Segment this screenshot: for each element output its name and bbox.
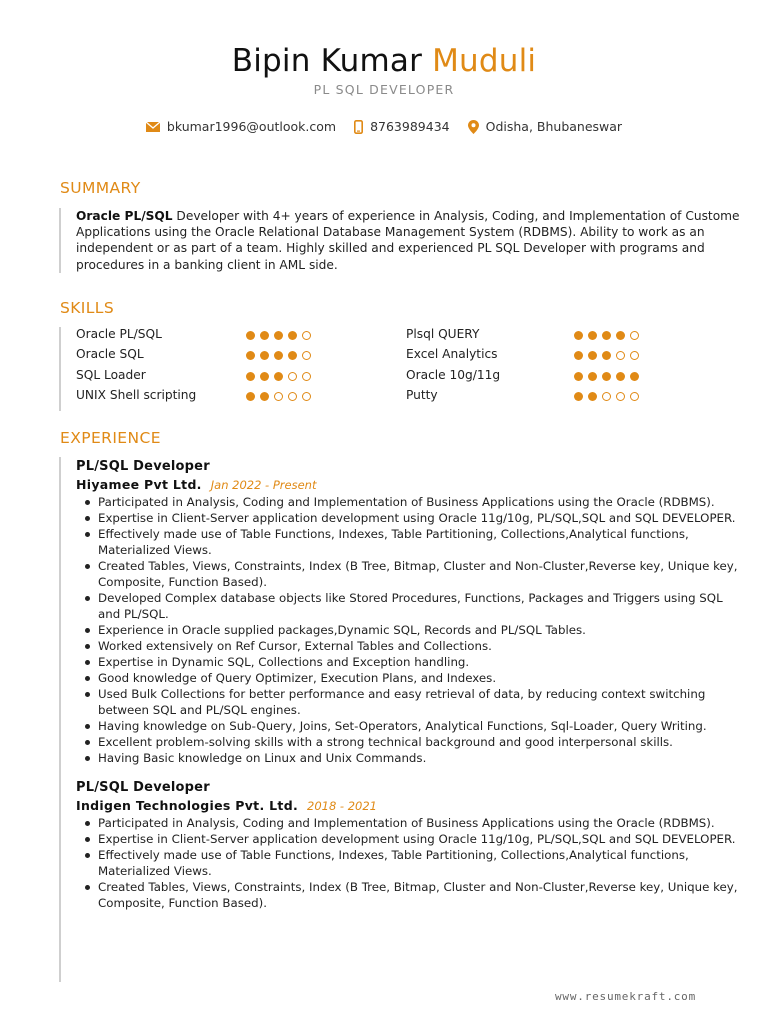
skill-rating	[574, 351, 644, 360]
summary-text	[59, 208, 741, 273]
rating-dot-filled	[588, 372, 597, 381]
summary-body: Developer with 4+ years of experience in Analysis, Coding, and Implementation of Custome Applications using the Oracle Relational Database Management System (RDBMS). Ability to work as an independent or as part of a team. Highly skilled and experienced PL SQL Developer with programs and procedures in a banking client in AML side.	[76, 209, 740, 272]
rating-dot-filled	[616, 372, 625, 381]
bullet-item: Expertise in Dynamic SQL, Collections and Exception handling.	[76, 654, 741, 670]
rating-dot-empty	[302, 331, 311, 340]
skills-heading: SKILLS	[60, 299, 115, 317]
skill-name: Putty	[406, 388, 438, 402]
map-pin-icon	[468, 120, 479, 134]
rating-dot-empty	[302, 372, 311, 381]
candidate-name	[0, 42, 768, 80]
bullet-item: Expertise in Client-Server application development using Oracle 11g/10g, PL/SQL,SQL and SQL DEVELOPER.	[76, 831, 741, 847]
skill-name: Excel Analytics	[406, 347, 498, 361]
rating-dot-filled	[602, 351, 611, 360]
skill-rating	[574, 372, 644, 381]
rating-dot-empty	[274, 392, 283, 401]
rating-dot-filled	[288, 351, 297, 360]
bullet-item: Participated in Analysis, Coding and Implementation of Business Applications using the Oracle (RDBMS).	[76, 494, 741, 510]
last-name: Muduli	[432, 43, 537, 79]
rating-dot-filled	[260, 331, 269, 340]
rating-dot-empty	[288, 392, 297, 401]
company-name: Indigen Technologies Pvt. Ltd.	[76, 798, 298, 813]
skill-rating	[246, 392, 316, 401]
skill-rating	[246, 372, 316, 381]
bullet-item: Excellent problem-solving skills with a strong technical background and good interpersonal skills.	[76, 734, 741, 750]
rating-dot-empty	[630, 331, 639, 340]
job-title-header: PL SQL DEVELOPER	[313, 82, 455, 97]
email-text: bkumar1996@outlook.com	[166, 119, 337, 134]
contact-bar	[0, 119, 768, 134]
job-bullets	[76, 815, 741, 911]
bullet-item: Participated in Analysis, Coding and Implementation of Business Applications using the Oracle (RDBMS).	[76, 815, 741, 831]
skill-name: Plsql QUERY	[406, 327, 480, 341]
skill-rating	[574, 392, 644, 401]
job-dates: 2018 - 2021	[307, 799, 377, 813]
phone-text: 8763989434	[370, 119, 450, 134]
skill-rating	[246, 331, 316, 340]
bullet-item: Having Basic knowledge on Linux and Unix Commands.	[76, 750, 741, 766]
rating-dot-filled	[574, 331, 583, 340]
watermark-link[interactable]: www.resumekraft.com	[555, 990, 697, 1003]
bullet-item: Having knowledge on Sub-Query, Joins, Set-Operators, Analytical Functions, Sql-Loader, Query Writing.	[76, 718, 741, 734]
rating-dot-empty	[302, 392, 311, 401]
company-name: Hiyamee Pvt Ltd.	[76, 477, 202, 492]
rating-dot-empty	[288, 372, 297, 381]
bullet-item: Good knowledge of Query Optimizer, Execution Plans, and Indexes.	[76, 670, 741, 686]
rating-dot-filled	[616, 331, 625, 340]
summary-bold-lead: Oracle PL/SQL	[76, 209, 173, 223]
skill-name: Oracle SQL	[76, 347, 144, 361]
rating-dot-empty	[630, 351, 639, 360]
job-title: PL/SQL Developer	[76, 780, 210, 795]
rating-dot-filled	[274, 351, 283, 360]
rating-dot-filled	[260, 372, 269, 381]
rating-dot-filled	[260, 392, 269, 401]
skill-name: UNIX Shell scripting	[76, 388, 197, 402]
rating-dot-filled	[246, 331, 255, 340]
bullet-item: Effectively made use of Table Functions, Indexes, Table Partitioning, Collections,Analytical functions, Materialized Views.	[76, 526, 741, 558]
envelope-icon	[146, 122, 160, 132]
job-entry	[76, 459, 741, 766]
bullet-item: Used Bulk Collections for better performance and easy retrieval of data, by reducing context switching between SQL and PL/SQL engines.	[76, 686, 741, 718]
rating-dot-empty	[616, 351, 625, 360]
contact-location	[468, 119, 622, 134]
rating-dot-empty	[602, 392, 611, 401]
bullet-item: Worked extensively on Ref Cursor, External Tables and Collections.	[76, 638, 741, 654]
skill-name: Oracle 10g/11g	[406, 368, 501, 382]
rating-dot-filled	[246, 392, 255, 401]
rating-dot-filled	[246, 372, 255, 381]
skill-name: SQL Loader	[76, 368, 146, 382]
rating-dot-filled	[274, 331, 283, 340]
bullet-item: Experience in Oracle supplied packages,Dynamic SQL, Records and PL/SQL Tables.	[76, 622, 741, 638]
summary-heading: SUMMARY	[60, 179, 141, 197]
rating-dot-filled	[630, 372, 639, 381]
rating-dot-empty	[302, 351, 311, 360]
rating-dot-filled	[574, 351, 583, 360]
contact-phone	[354, 119, 450, 134]
bullet-item: Developed Complex database objects like Stored Procedures, Functions, Packages and Triggers using SQL and PL/SQL.	[76, 590, 741, 622]
rating-dot-empty	[616, 392, 625, 401]
rating-dot-filled	[288, 331, 297, 340]
rating-dot-filled	[602, 331, 611, 340]
skill-rating	[246, 351, 316, 360]
rating-dot-filled	[602, 372, 611, 381]
rating-dot-filled	[260, 351, 269, 360]
rating-dot-filled	[588, 392, 597, 401]
rating-dot-filled	[588, 351, 597, 360]
bullet-item: Created Tables, Views, Constraints, Index (B Tree, Bitmap, Cluster and Non-Cluster,Reverse key, Unique key, Composite, Function Based).	[76, 879, 741, 911]
skill-name: Oracle PL/SQL	[76, 327, 162, 341]
experience-heading: EXPERIENCE	[60, 429, 161, 447]
job-entry	[76, 780, 741, 911]
job-dates: Jan 2022 - Present	[210, 478, 317, 492]
contact-email	[146, 119, 336, 134]
job-title: PL/SQL Developer	[76, 459, 210, 474]
job-bullets	[76, 494, 741, 766]
rating-dot-filled	[588, 331, 597, 340]
mobile-phone-icon	[354, 120, 363, 134]
rating-dot-filled	[574, 372, 583, 381]
bullet-item: Effectively made use of Table Functions, Indexes, Table Partitioning, Collections,Analytical functions, Materialized Views.	[76, 847, 741, 879]
rating-dot-filled	[246, 351, 255, 360]
skills-grid	[59, 327, 726, 411]
rating-dot-filled	[574, 392, 583, 401]
rating-dot-empty	[630, 392, 639, 401]
company-row	[76, 798, 741, 813]
skill-rating	[574, 331, 644, 340]
bullet-item: Created Tables, Views, Constraints, Index (B Tree, Bitmap, Cluster and Non-Cluster,Reverse key, Unique key, Composite, Function Based).	[76, 558, 741, 590]
rating-dot-filled	[274, 372, 283, 381]
bullet-item: Expertise in Client-Server application development using Oracle 11g/10g, PL/SQL,SQL and SQL DEVELOPER.	[76, 510, 741, 526]
experience-list	[59, 457, 741, 982]
first-name: Bipin Kumar	[231, 43, 423, 79]
location-text: Odisha, Bhubaneswar	[485, 119, 623, 134]
company-row	[76, 477, 741, 492]
